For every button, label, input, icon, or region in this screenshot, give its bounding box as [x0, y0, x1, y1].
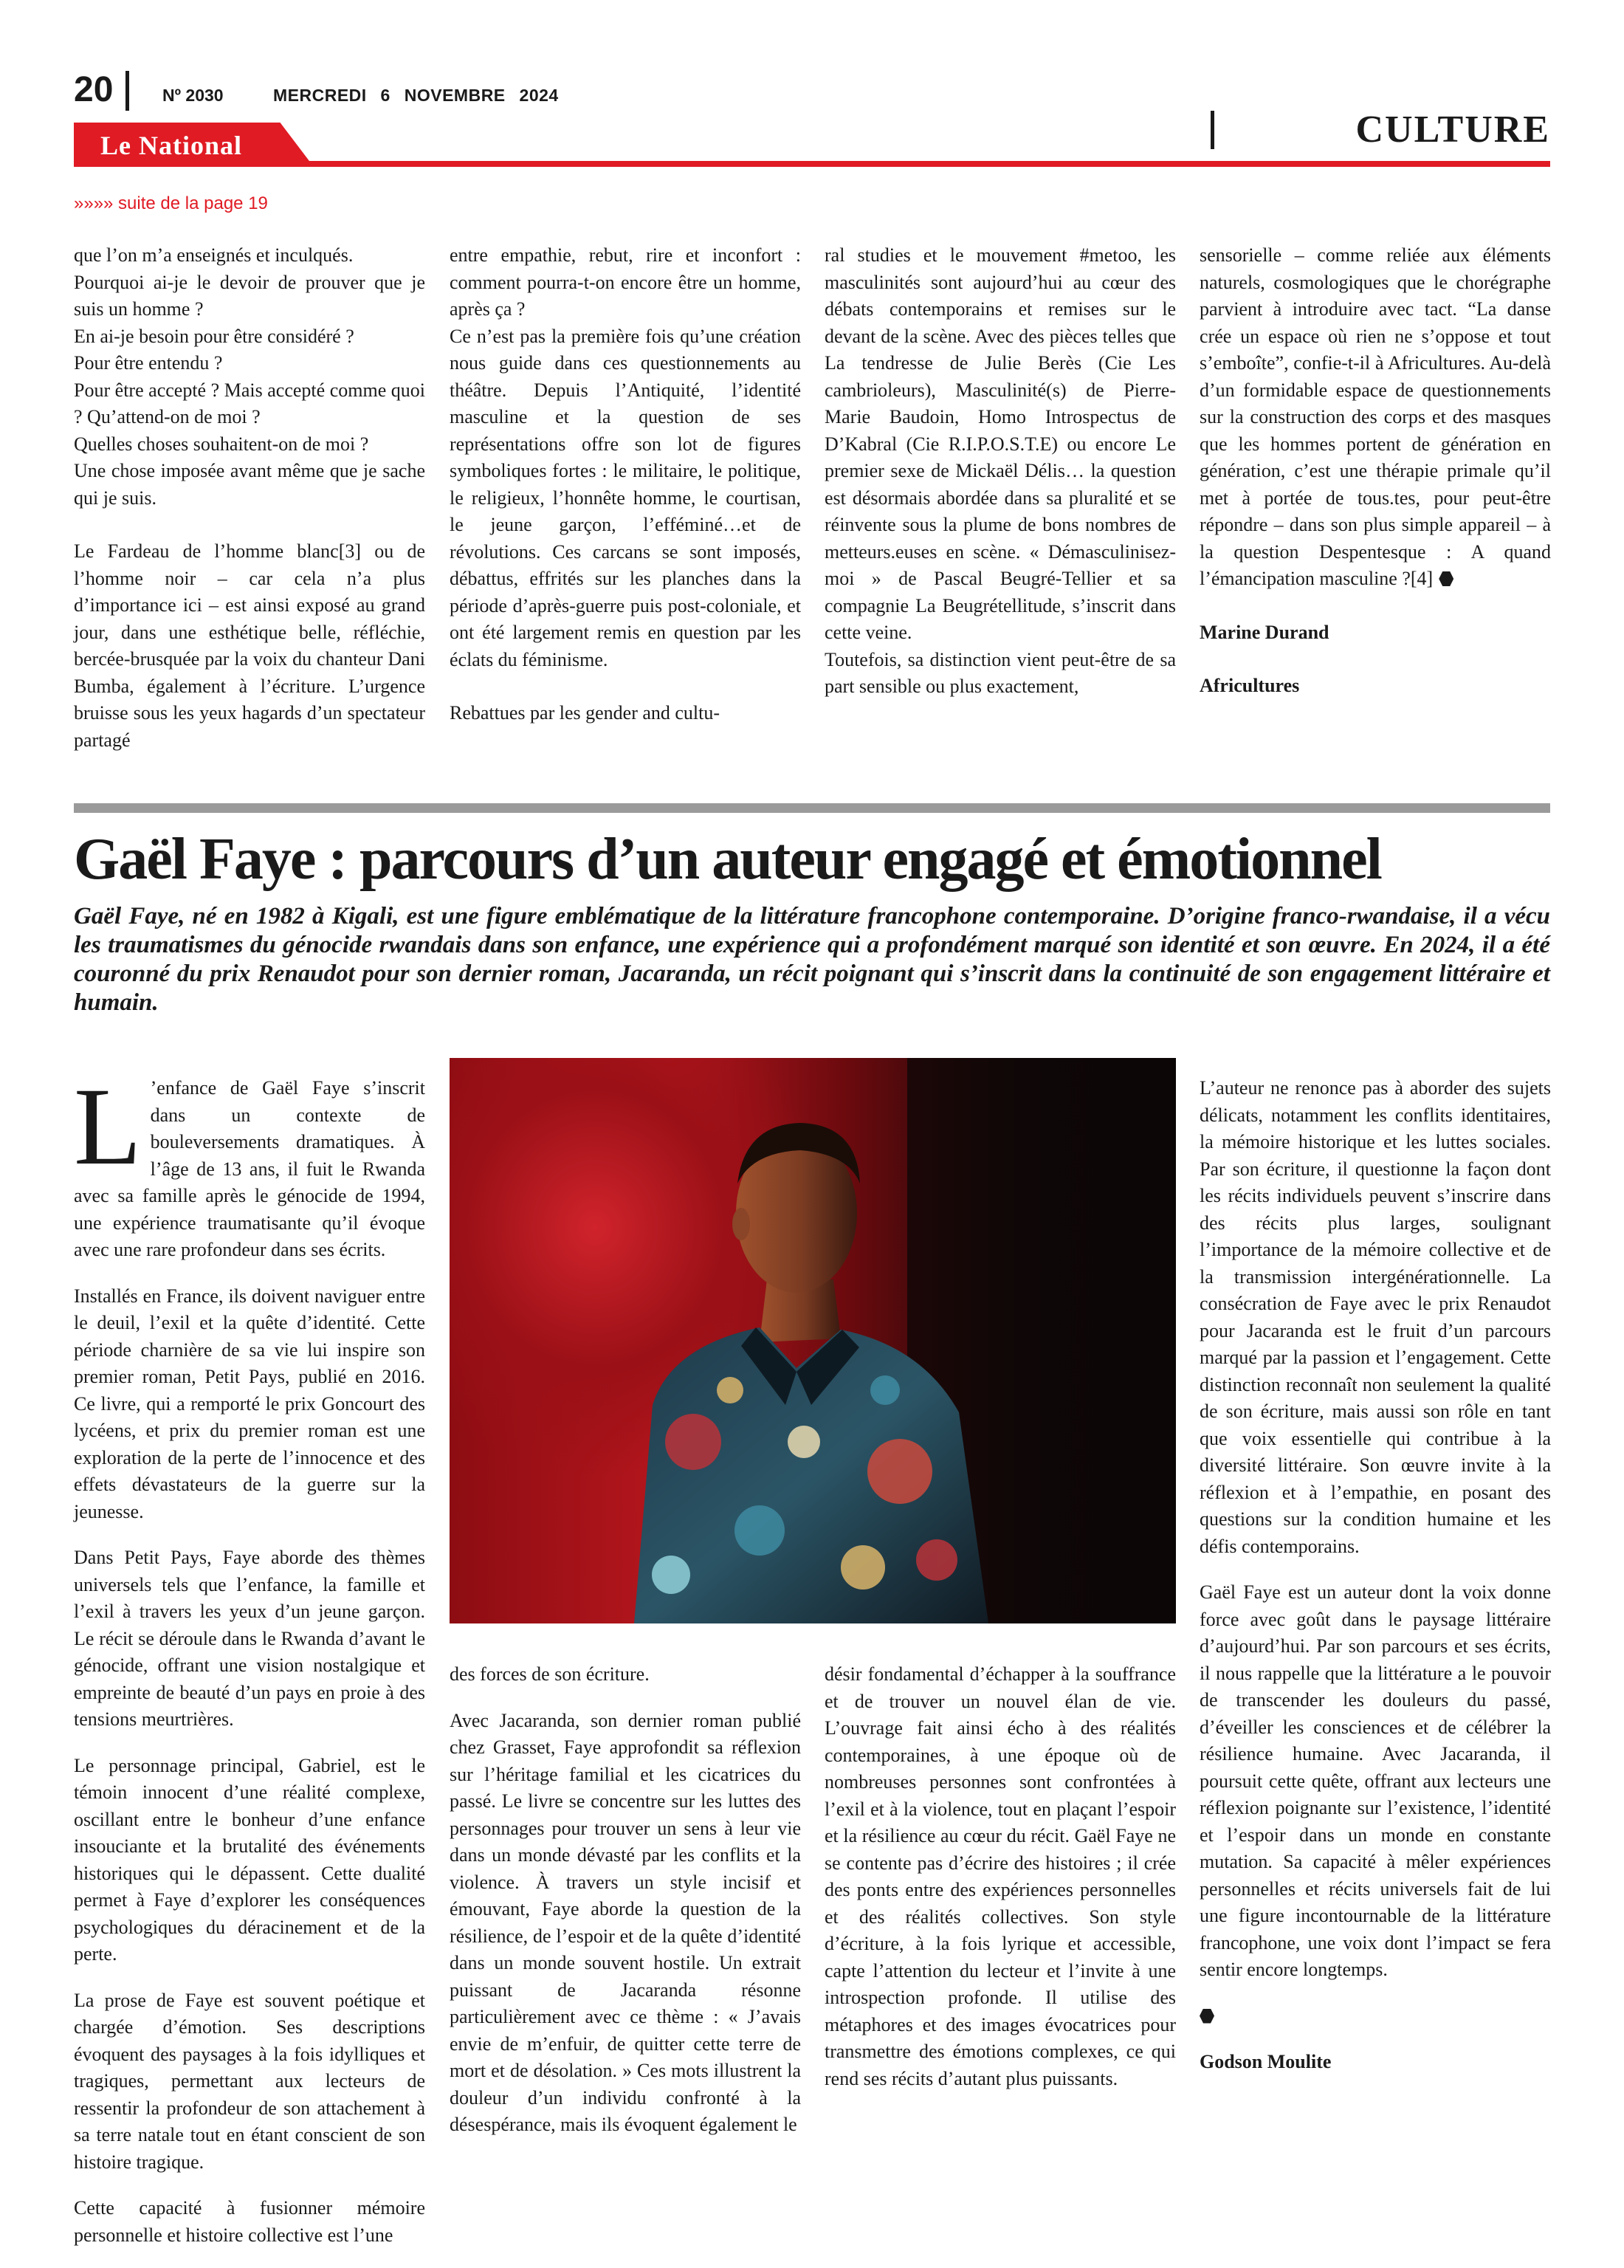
- page-number-divider: [125, 71, 129, 111]
- paragraph: Cette capacité à fusionner mémoire personnelle et histoire collective est l’une: [74, 2197, 425, 2246]
- newspaper-name: Le National: [100, 131, 243, 160]
- issue-number: Nº 2030: [162, 86, 224, 105]
- paragraph: que l’on m’a enseignés et inculqués.: [74, 244, 354, 266]
- paragraph: des forces de son écriture.: [450, 1663, 650, 1685]
- top-article-column-3: [825, 242, 1176, 701]
- article-column-1: [74, 1056, 425, 2268]
- paragraph: Gaël Faye est un auteur dont la voix donne force avec goût dans le paysage littéraire d’aujourd’hui. Par son parcours et ses écrits, il nous rappelle que la littérature a le pouvoir de transcender les douleurs du passé, d’éveiller les consciences et de célébrer la résilience humaine. Avec Jacaranda, il poursuit cette quête, offrant aux lecteurs une réflexion poignante sur l’existence, l’identité et l’espoir dans un monde en constante mutation. Sa capacité à mêler expériences personnelles et récits universels fait de lui une figure incontournable de la littérature francophone, une voix dont l’impact se fera sentir encore longtemps.: [1200, 1581, 1551, 1980]
- author-portrait-photo: [450, 1058, 1176, 1623]
- paragraph: L’auteur ne renonce pas à aborder des sujets délicats, notamment les conflits identitaires, la mémoire historique et les luttes sociales. Par son écriture, il questionne la façon dont les récits individuels peuvent s’inscrire dans des récits plus larges, soulignant l’importance de la mémoire collective et de la transmission intergénérationnelle. La consécration de Faye avec le prix Renaudot pour Jacaranda est le fruit d’un parcours marqué par la passion et l’engagement. Cette distinction reconnaît non seulement la qualité de son écriture, mais aussi son rôle en tant que voix essentielle qui contribue à la diversité littéraire. Son œuvre invite à la réflexion et à l’empathie, en posant des questions sur la condition humaine et les défis contemporains.: [1200, 1077, 1551, 1557]
- paragraph: Avec Jacaranda, son dernier roman publié chez Grasset, Faye approfondit sa réflexion sur l’héritage familial et les cicatrices du passé. Le livre se concentre sur les luttes des personnages pour trouver un sens à leur vie dans un monde dévasté par les conflits et la violence. À travers un style incisif et émouvant, Faye aborde la question de la résilience, de l’espoir et de la quête d’identité dans un monde souvent hostile. Un extrait puissant de Jacaranda résonne particulièrement avec ce thème : « J’avais envie de m’enfuir, de quitter cette terre de mort et de désolation. » Ces mots illustrent la douleur d’un individu confronté à la désespérance, mais ils évoquent également le: [450, 1709, 801, 2135]
- paragraph: La prose de Faye est souvent poétique et chargée d’émotion. Ses descriptions évoquent des paysages à la fois idylliques et tragiques, permettant aux lecteurs de ressentir la profondeur de son attachement à sa terre natale tout en étant conscient de son histoire tragique.: [74, 1989, 425, 2173]
- section-title: CULTURE: [1355, 109, 1550, 151]
- author-byline: Godson Moulite: [1200, 2051, 1332, 2072]
- paragraph: Pour être accepté ? Mais accepté comme quoi ? Qu’attend-on de moi ?: [74, 379, 425, 427]
- top-article-column-1: [74, 242, 425, 754]
- author-byline: Marine Durand: [1200, 621, 1329, 643]
- paragraph: Une chose imposée avant même que je sache qui je suis.: [74, 460, 425, 509]
- source-credit: Africultures: [1200, 675, 1300, 696]
- paragraph: Toutefois, sa distinction vient peut-être de sa part sensible ou plus exactement,: [825, 648, 1176, 697]
- article-lead: Gaël Faye, né en 1982 à Kigali, est une figure emblématique de la littérature francophone contemporaine. D’origine franco-rwandaise, il a vécu les traumatismes du génocide rwandais dans son enfance, une expérience qui a profondément marqué son identité et son œuvre. En 2024, il a été couronné du prix Renaudot pour son dernier roman, Jacaranda, un récit poignant qui s’inscrit dans la continuité de son engagement littéraire et humain.: [74, 903, 1550, 1016]
- paragraph: ral studies et le mouvement #metoo, les masculinités sont aujourd’hui au cœur des débats contemporains et remises sur le devant de la scène. Avec des pièces telles que La tendresse de Julie Berès (Cie Les cambrioleurs), Masculinité(s) de Pierre-Marie Baudoin, Homo Introspectus de D’Kabral (Cie R.I.P.O.S.T.E) ou encore Le premier sexe de Mickaël Délis… la question est désormais abordée dans sa pluralité et se réinvente sous la plume de bons nombres de metteurs.euses en scène. « Démasculinisez-moi » de Pascal Beugré-Tellier et sa compagnie La Beugrétellitude, s’inscrit dans cette veine.: [825, 244, 1176, 643]
- article-column-4: [1200, 1056, 1551, 2095]
- end-of-article-icon: [1200, 2009, 1214, 2024]
- top-article-column-2: [450, 242, 801, 727]
- article-divider: [74, 803, 1550, 813]
- paragraph: Le personnage principal, Gabriel, est le témoin innocent d’une réalité complexe, oscillant entre le bonheur d’une enfance insouciante et la brutalité des événements historiques qui le dépassent. Cette dualité permet à Faye d’explorer les conséquences psychologiques du déracinement et de la perte.: [74, 1754, 425, 1965]
- drop-cap: L: [74, 1065, 142, 1188]
- article-headline: Gaël Faye : parcours d’un auteur engagé et émotionnel: [74, 827, 1381, 892]
- paragraph: Pourquoi ai-je le devoir de prouver que je suis un homme ?: [74, 271, 425, 320]
- paragraph: Installés en France, ils doivent naviguer entre le deuil, l’exil et la quête d’identité. Cette période charnière de sa vie lui inspire son premier roman, Petit Pays, publié en 2016. Ce livre, qui a remporté le prix Goncourt des lycéens, et prix du premier roman est une exploration de la perte de l’innocence et des effets dévastateurs de la guerre sur la jeunesse.: [74, 1285, 425, 1522]
- page-number: 20: [74, 70, 114, 109]
- portrait-illustration: [450, 1058, 1176, 1623]
- paragraph: Ce n’est pas la première fois qu’une création nous guide dans ces questionnements au théâtre. Depuis l’Antiquité, l’identité masculine et la question de ses représentations offre son lot de figures symboliques fortes : le militaire, le politique, le religieux, l’honnête homme, le courtisan, le jeune garçon, l’efféminé…et de révolutions. Ces carcans se sont imposés, débattus, effrités sur les planches dans la période d’après-guerre puis post-coloniale, et ont été largement remis en question par les éclats du féminisme.: [450, 325, 801, 670]
- paragraph: désir fondamental d’échapper à la souffrance et de trouver un nouvel élan de vie. L’ouvrage fait ainsi écho à des réalités contemporaines, à une époque où de nombreuses personnes sont confrontées à l’exil et à la violence, tout en plaçant l’espoir et la résilience au cœur du récit. Gaël Faye ne se contente pas d’écrire des histoires ; il crée des ponts entre des expériences personnelles et des réalités collectives. Son style d’écriture, à la fois lyrique et accessible, capte l’attention du lecteur et l’invite à une introspection profonde. Il utilise des métaphores et des images évocatrices pour transmettre des émotions complexes, ce qui rend ses récits d’autant plus puissants.: [825, 1663, 1176, 2089]
- paragraph-text: ’enfance de Gaël Faye s’inscrit dans un contexte de bouleversements dramatiques. À l’âge de 13 ans, il fuit le Rwanda avec sa famille après le génocide de 1994, une expérience traumatisante qu’il évoque avec une rare profondeur dans ses écrits.: [74, 1077, 425, 1260]
- end-of-article-icon: [1439, 571, 1453, 586]
- paragraph: [74, 1065, 425, 1264]
- continued-from-link[interactable]: »»»» suite de la page 19: [74, 193, 268, 213]
- article-column-2: [450, 1642, 801, 2158]
- paragraph: Dans Petit Pays, Faye aborde des thèmes universels tels que l’enfance, la famille et l’exil à travers les yeux d’un jeune garçon. Le récit se déroule dans le Rwanda d’avant le génocide, offrant une vision nostalgique et empreinte de beauté d’un pays en proie à des tensions meurtrières.: [74, 1547, 425, 1730]
- paragraph: Rebattues par les gender and cultu-: [450, 702, 720, 724]
- paragraph: [1200, 242, 1551, 593]
- article-column-3: [825, 1642, 1176, 2111]
- paragraph: entre empathie, rebut, rire et inconfort : comment pourra-t-on encore être un homme, après ça ?: [450, 244, 801, 320]
- issue-date: MERCREDI 6 NOVEMBRE 2024: [273, 86, 559, 105]
- paragraph: [1200, 2003, 1551, 2030]
- paragraph: Le Fardeau de l’homme blanc[3] ou de l’homme noir – car cela n’a plus d’importance ici – est ainsi exposé au grand jour, dans une esthétique belle, réfléchie, bercée-brusquée par la voix du chanteur Dani Bumba, également à l’écriture. L’urgence bruisse sous les yeux hagards d’un spectateur partagé: [74, 540, 425, 751]
- paragraph: En ai-je besoin pour être considéré ?: [74, 325, 354, 347]
- section-divider-bar: [1211, 111, 1214, 149]
- paragraph: Pour être entendu ?: [74, 352, 223, 374]
- paragraph-text: sensorielle – comme reliée aux éléments naturels, cosmologiques que le chorégraphe parvient à introduire avec tact. “La danse crée un espace où rien ne s’oppose et tout s’emboîte”, confie-t-il à Africultures. Au-delà d’un formidable espace de questionnements sur la construction des corps et des masques que les hommes portent de génération en génération, c’est une thérapie primale qu’il met à portée de tous.tes, pour peut-être répondre – dans son plus simple appareil – à la question Despentesque : A quand l’émancipation masculine ?[4]: [1200, 244, 1551, 589]
- paragraph: Quelles choses souhaitent-on de moi ?: [74, 433, 369, 455]
- top-article-column-4: [1200, 242, 1551, 700]
